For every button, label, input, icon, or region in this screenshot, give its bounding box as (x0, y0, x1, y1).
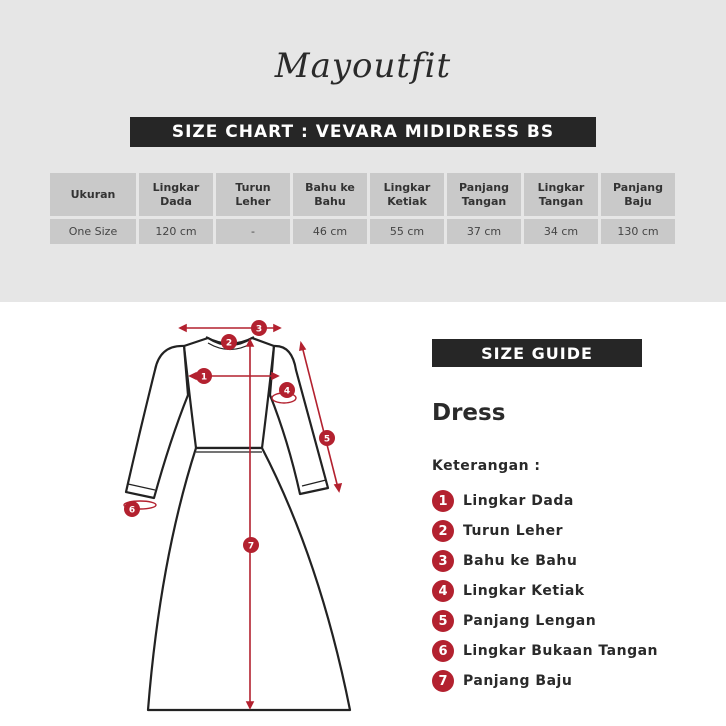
marker-2-label: 2 (225, 338, 233, 349)
marker-5-label: 5 (323, 434, 331, 445)
legend-number-badge: 2 (432, 520, 454, 542)
table-cell: 37 cm (447, 219, 521, 244)
table-cell: - (216, 219, 290, 244)
legend-number-badge: 3 (432, 550, 454, 572)
table-header-cell: Turun Leher (216, 173, 290, 216)
legend-label: Panjang Lengan (463, 613, 597, 629)
table-cell: One Size (50, 219, 136, 244)
legend-number-badge: 4 (432, 580, 454, 602)
legend-item (432, 670, 572, 692)
table-header-cell: Lingkar Tangan (524, 173, 598, 216)
table-header-cell: Panjang Baju (601, 173, 675, 216)
size-guide-title: SIZE GUIDE (432, 339, 642, 367)
legend-label: Lingkar Dada (463, 493, 574, 509)
legend-label: Panjang Baju (463, 673, 573, 689)
legend-number-badge: 7 (432, 670, 454, 692)
marker-6-label: 6 (128, 505, 136, 516)
size-table (47, 170, 678, 247)
table-header-row (50, 173, 675, 216)
legend-item (432, 520, 563, 542)
legend-item (432, 610, 596, 632)
dress-illustration (100, 310, 360, 720)
legend-label: Lingkar Ketiak (463, 583, 585, 599)
table-cell: 55 cm (370, 219, 444, 244)
table-header-cell: Panjang Tangan (447, 173, 521, 216)
legend-item (432, 490, 574, 512)
legend-number-badge: 6 (432, 640, 454, 662)
size-chart-section (0, 0, 726, 302)
garment-title: Dress (432, 400, 506, 426)
legend-label: Lingkar Bukaan Tangan (463, 643, 659, 659)
marker-3-label: 3 (255, 324, 263, 335)
table-header-cell: Bahu ke Bahu (293, 173, 367, 216)
size-chart-title: SIZE CHART : VEVARA MIDIDRESS BS (130, 117, 596, 147)
marker-4-label: 4 (283, 386, 291, 397)
table-header-cell: Lingkar Ketiak (370, 173, 444, 216)
table-cell: 130 cm (601, 219, 675, 244)
table-cell: 120 cm (139, 219, 213, 244)
marker-1-label: 1 (200, 372, 208, 383)
legend-item (432, 640, 658, 662)
table-cell: 34 cm (524, 219, 598, 244)
brand-logo: Mayoutfit (274, 46, 452, 86)
table-header-cell: Lingkar Dada (139, 173, 213, 216)
legend-label: Turun Leher (463, 523, 563, 539)
legend-item (432, 580, 585, 602)
table-header-cell: Ukuran (50, 173, 136, 216)
legend-item (432, 550, 577, 572)
table-row (50, 219, 675, 244)
table-cell: 46 cm (293, 219, 367, 244)
legend-number-badge: 1 (432, 490, 454, 512)
legend-label: Bahu ke Bahu (463, 553, 578, 569)
marker-7-label: 7 (247, 541, 255, 552)
legend-title: Keterangan : (432, 458, 541, 474)
legend-number-badge: 5 (432, 610, 454, 632)
